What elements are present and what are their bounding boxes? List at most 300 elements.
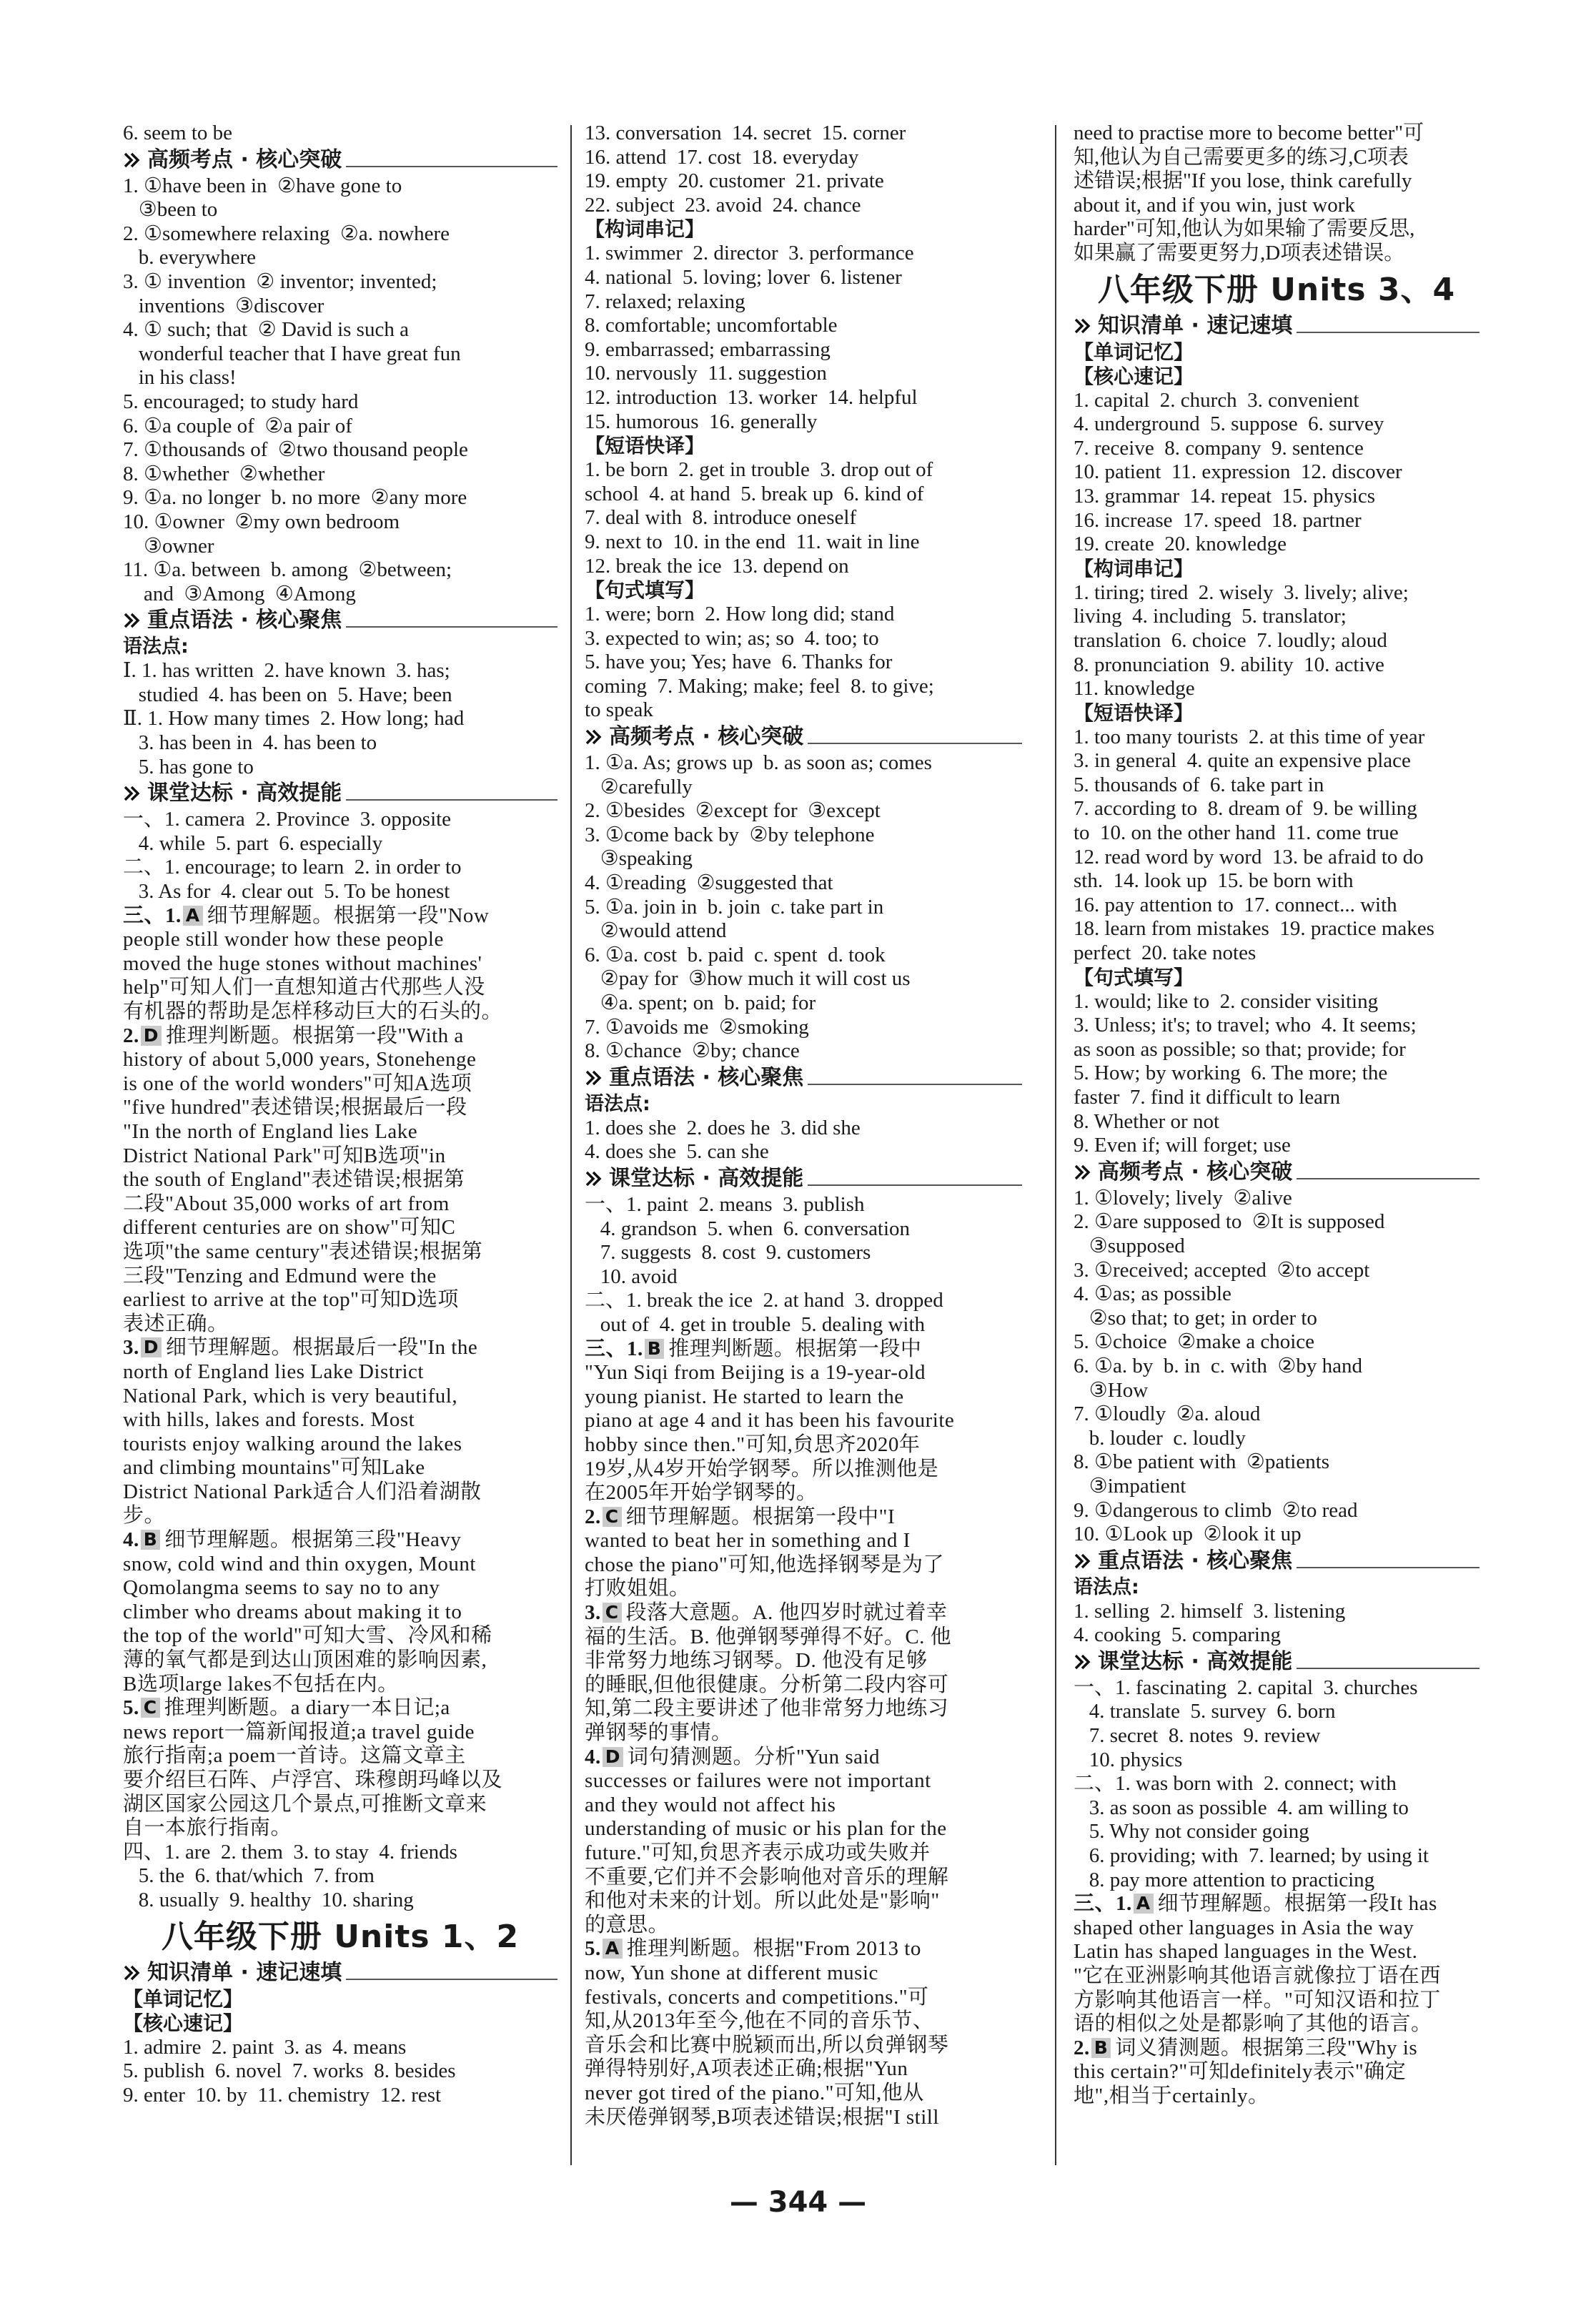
answer-line: 的睡眠,但他很健康。分析第二段内容可: [585, 1673, 949, 1696]
subsection-label: 【核心速记】: [123, 2011, 244, 2035]
answer-line: 11. ①a. between b. among ②between;: [123, 558, 452, 582]
answer-line: ③been to: [123, 198, 218, 222]
question-answer: [123, 1336, 557, 1360]
section-title: 重点语法 · 核心聚焦: [1098, 1548, 1293, 1573]
answer-line: 4. ①as; as possible: [1074, 1282, 1231, 1306]
explanation-text: 细节理解题。根据第一段"Now: [207, 904, 490, 927]
question-answer: [1074, 2037, 1479, 2061]
grammar-point-label: 语法点:: [585, 1092, 650, 1115]
answer-line: 6. ①a. by b. in c. with ②by hand: [1074, 1354, 1362, 1377]
heading-rule: [1297, 319, 1479, 333]
answer-line: 1. ①lovely; lively ②alive: [1074, 1186, 1292, 1209]
answer-line: moved the huge stones without machines': [123, 951, 482, 975]
answer-line: 二、1. encourage; to learn 2. in order to: [123, 856, 462, 879]
answer-line: 1. be born 2. get in trouble 3. drop out of: [585, 458, 933, 482]
heading-rule: [1297, 1165, 1479, 1179]
answer-line: 如果赢了需要更努力,D项表述错误。: [1074, 241, 1405, 264]
answer-line: the south of England"表述错误;根据第: [123, 1168, 465, 1192]
answer-line: 2. ①besides ②except for ③except: [585, 799, 881, 823]
double-chevron-icon: [585, 1169, 603, 1188]
section-title: 高频考点 · 核心突破: [147, 147, 342, 172]
grammar-point-label: 语法点:: [1074, 1575, 1139, 1598]
column-divider: [570, 125, 572, 2165]
answer-line: coming 7. Making; make; feel 8. to give;: [585, 674, 934, 698]
heading-rule: [346, 613, 557, 628]
explanation-text: 词义猜测题。根据第三段"Why is: [1115, 2036, 1418, 2059]
answer-line: now, Yun shone at different music: [585, 1961, 878, 1984]
answer-line: 3. expected to win; as; so 4. too; to: [585, 626, 879, 650]
explanation-text: 推理判断题。根据第一段"With a: [166, 1024, 464, 1047]
subsection-label: 【短语快译】: [585, 434, 705, 458]
answer-line: in his class!: [123, 366, 237, 390]
answer-line: ④a. spent; on b. paid; for: [585, 991, 816, 1014]
answer-line: 1. capital 2. church 3. convenient: [1074, 388, 1359, 412]
answer-choice-badge: C: [603, 1507, 622, 1527]
answer-line: 选项"the same century"表述错误;根据第: [123, 1239, 483, 1263]
answer-line: 8. ①whether ②whether: [123, 462, 325, 485]
answer-line: 7. ①loudly ②a. aloud: [1074, 1402, 1261, 1426]
explanation-text: 推理判断题。根据第一段中: [668, 1337, 922, 1360]
answer-line: 1. swimmer 2. director 3. performance: [585, 242, 914, 265]
answer-line: 未厌倦弹钢琴,B项表述错误;根据"I still: [585, 2105, 939, 2129]
answer-line: "five hundred"表述错误;根据最后一段: [123, 1096, 467, 1119]
question-number: 3.: [123, 1336, 139, 1360]
subsection-label: 【单词记忆】: [1074, 340, 1194, 364]
answer-line: ③supposed: [1074, 1234, 1185, 1257]
answer-line: 3. As for 4. clear out 5. To be honest: [123, 880, 450, 904]
answer-line: 10. ①owner ②my own bedroom: [123, 510, 400, 533]
answer-line: 1. would; like to 2. consider visiting: [1074, 989, 1379, 1013]
answer-line: 表述正确。: [123, 1312, 229, 1335]
double-chevron-icon: [1074, 317, 1092, 335]
answer-line: 述错误;根据"If you lose, think carefully: [1074, 169, 1412, 193]
answer-line: 1. were; born 2. How long did; stand: [585, 603, 895, 626]
answer-line: 7. relaxed; relaxing: [585, 290, 745, 313]
section-title: 课堂达标 · 高效提能: [147, 781, 342, 806]
answer-line: 3. ① invention ② inventor; invented;: [123, 269, 437, 293]
question-answer: [123, 1024, 557, 1049]
answer-line: 6. seem to be: [123, 122, 233, 144]
answer-choice-badge: D: [141, 1337, 162, 1357]
subsection-label: 【构词串记】: [585, 217, 705, 242]
question-number: 三、1.: [123, 904, 182, 927]
answer-line: 16. attend 17. cost 18. everyday: [585, 145, 859, 169]
answer-line: harder"可知,他认为如果输了需要反思,: [1074, 217, 1415, 241]
answer-line: 的意思。: [585, 1913, 670, 1936]
answer-line: is one of the world wonders"可知A选项: [123, 1072, 472, 1095]
answer-line: 10. physics: [1074, 1748, 1183, 1771]
answer-line: 一、1. fascinating 2. capital 3. churches: [1074, 1676, 1418, 1699]
answer-line: people still wonder how these people: [123, 928, 444, 951]
answer-line: District National Park适合人们沿着湖散: [123, 1480, 482, 1503]
answer-line: 弹得特别好,A项表述正确;根据"Yun: [585, 2057, 908, 2081]
question-answer: [585, 1937, 1022, 1961]
answer-line: 12. break the ice 13. depend on: [585, 554, 849, 578]
answer-line: festivals, concerts and competitions."可: [585, 1985, 929, 2009]
answer-line: history of about 5,000 years, Stonehenge: [123, 1048, 477, 1072]
section-heading: [1074, 1548, 1479, 1574]
answer-line: 三段"Tenzing and Edmund were the: [123, 1264, 437, 1287]
answer-line: shaped other languages in Asia the way: [1074, 1916, 1414, 1939]
answer-line: 4. ① such; that ② David is such a: [123, 318, 409, 342]
heading-rule: [346, 1966, 557, 1980]
column-right: [1074, 122, 1479, 2172]
section-title: 知识清单 · 速记速填: [147, 1959, 342, 1985]
answer-line: 19. empty 20. customer 21. private: [585, 169, 884, 193]
question-answer: [123, 904, 557, 929]
answer-line: 7. deal with 8. introduce oneself: [585, 506, 857, 530]
answer-line: this certain?"可知definitely表示"确定: [1074, 2060, 1407, 2084]
unit-title: 八年级下册 Units 1、2: [161, 1918, 520, 1955]
answer-line: 1. selling 2. himself 3. listening: [1074, 1599, 1346, 1623]
answer-line: 3. ①come back by ②by telephone: [585, 823, 875, 846]
question-number: 三、1.: [585, 1337, 643, 1360]
answer-line: 薄的氧气都是到达山顶困难的影响因素,: [123, 1648, 487, 1672]
answer-line: earliest to arrive at the top"可知D选项: [123, 1288, 459, 1312]
question-answer: [585, 1601, 1022, 1625]
subsection-label: 【句式填写】: [1074, 965, 1194, 989]
answer-line: 3. as soon as possible 4. am willing to: [1074, 1796, 1409, 1819]
answer-line: 8. pay more attention to practicing: [1074, 1868, 1375, 1891]
subsection-label: 【单词记忆】: [123, 1986, 244, 2011]
answer-line: 5. Why not consider going: [1074, 1820, 1309, 1844]
answer-line: north of England lies Lake District: [123, 1360, 424, 1383]
answer-line: out of 4. get in trouble 5. dealing with: [585, 1312, 926, 1336]
answer-choice-badge: C: [141, 1698, 160, 1718]
answer-line: 8. Whether or not: [1074, 1109, 1220, 1133]
double-chevron-icon: [1074, 1163, 1092, 1182]
explanation-text: 推理判断题。a diary一本日记;a: [164, 1696, 450, 1720]
answer-line: 15. humorous 16. generally: [585, 410, 818, 433]
answer-line: "In the north of England lies Lake: [123, 1119, 418, 1143]
answer-line: ③owner: [123, 534, 214, 558]
double-chevron-icon: [123, 151, 142, 169]
answer-line: 5. thousands of 6. take part in: [1074, 773, 1324, 796]
answer-line: Latin has shaped languages in the West.: [1074, 1940, 1418, 1964]
answer-line: 8. ①chance ②by; chance: [585, 1039, 800, 1063]
answer-line: young pianist. He started to learn the: [585, 1385, 904, 1408]
answer-line: about it, and if you win, just work: [1074, 193, 1355, 217]
answer-choice-badge: D: [603, 1747, 623, 1767]
column-left: [123, 122, 557, 2172]
heading-rule: [808, 730, 1022, 744]
subsection-label: 【构词串记】: [1074, 556, 1194, 580]
answer-line: translation 6. choice 7. loudly; aloud: [1074, 628, 1387, 652]
answer-line: 有机器的帮助是怎样移动巨大的石头的。: [123, 1000, 503, 1023]
section-heading: [123, 781, 557, 806]
answer-line: 10. avoid: [585, 1265, 678, 1288]
answer-line: 12. introduction 13. worker 14. helpful: [585, 385, 918, 409]
answer-line: news report一篇新闻报道;a travel guide: [123, 1720, 475, 1743]
answer-line: living 4. including 5. translator;: [1074, 605, 1347, 628]
explanation-text: 细节理解题。根据最后一段"In the: [166, 1336, 478, 1360]
answer-line: 2. ①somewhere relaxing ②a. nowhere: [123, 222, 450, 245]
answer-line: studied 4. has been on 5. Have; been: [123, 683, 452, 706]
answer-line: 8. usually 9. healthy 10. sharing: [123, 1888, 414, 1911]
answer-line: 旅行指南;a poem一首诗。这篇文章主: [123, 1744, 466, 1768]
answer-line: chose the piano"可知,他选择钢琴是为了: [585, 1553, 944, 1576]
answer-line: 9. next to 10. in the end 11. wait in line: [585, 530, 920, 553]
answer-line: as soon as possible; so that; provide; for: [1074, 1037, 1406, 1061]
answer-line: tourists enjoy walking around the lakes: [123, 1432, 462, 1455]
answer-line: to speak: [585, 698, 653, 722]
answer-line: District National Park"可知B选项"in: [123, 1144, 446, 1167]
answer-line: hobby since then."可知,贠思齐2020年: [585, 1432, 921, 1456]
page-number: — 344 —: [729, 2186, 867, 2219]
answer-line: 知,第二段主要讲述了他非常努力地练习: [585, 1697, 949, 1721]
question-number: 2.: [123, 1024, 139, 1047]
answer-line: Ⅰ. 1. has written 2. have known 3. has;: [123, 659, 450, 683]
answer-line: 弹钢琴的事情。: [585, 1721, 733, 1745]
explanation-text: 细节理解题。根据第一段It has: [1157, 1892, 1437, 1916]
answer-line: 4. translate 5. survey 6. born: [1074, 1700, 1336, 1723]
answer-line: 1. ①have been in ②have gone to: [123, 174, 402, 197]
section-heading: [123, 1960, 557, 1986]
answer-line: 5. publish 6. novel 7. works 8. besides: [123, 2059, 456, 2083]
answer-line: 步。: [123, 1504, 166, 1528]
question-number: 4.: [585, 1745, 601, 1768]
answer-line: 和他对未来的计划。所以此处是"影响": [585, 1889, 940, 1913]
answer-line: ③impatient: [1074, 1474, 1186, 1498]
answer-line: sth. 14. look up 15. be born with: [1074, 869, 1354, 893]
double-chevron-icon: [585, 728, 603, 746]
answer-line: 10. ①Look up ②look it up: [1074, 1523, 1302, 1546]
answer-line: 5. How; by working 6. The more; the: [1074, 1062, 1388, 1085]
answer-line: 19岁,从4岁开始学钢琴。所以推测他是: [585, 1457, 939, 1480]
section-heading: [1074, 313, 1479, 339]
section-heading: [123, 608, 557, 633]
question-answer: [585, 1746, 1022, 1770]
question-answer: [585, 1337, 1022, 1362]
answer-line: B选项large lakes不包括在内。: [123, 1672, 399, 1696]
section-title: 知识清单 · 速记速填: [1098, 312, 1293, 338]
explanation-text: 推理判断题。根据"From 2013 to: [626, 1937, 921, 1961]
answer-line: 5. the 6. that/which 7. from: [123, 1864, 375, 1888]
answer-line: 语的相似之处是都影响了其他的语言。: [1074, 2012, 1432, 2036]
answer-line: 8. comfortable; uncomfortable: [585, 314, 838, 337]
explanation-text: 细节理解题。根据第一段中"I: [625, 1505, 896, 1528]
answer-choice-badge: A: [603, 1939, 623, 1959]
answer-line: 5. encouraged; to study hard: [123, 390, 359, 413]
answer-line: ③How: [1074, 1378, 1149, 1402]
answer-line: 22. subject 23. avoid 24. chance: [585, 193, 861, 217]
answer-line: 知,从2013年至今,他在不同的音乐节、: [585, 2009, 934, 2033]
answer-line: 3. ①received; accepted ②to accept: [1074, 1258, 1370, 1282]
answer-line: 二、1. was born with 2. connect; with: [1074, 1772, 1397, 1796]
question-answer: [585, 1505, 1022, 1530]
section-heading: [1074, 1159, 1479, 1185]
question-number: 三、1.: [1074, 1892, 1132, 1916]
answer-line: 一、1. paint 2. means 3. publish: [585, 1192, 865, 1216]
answer-line: 7. ①avoids me ②smoking: [585, 1015, 809, 1039]
answer-line: understanding of music or his plan for the: [585, 1817, 947, 1841]
answer-line: inventions ③discover: [123, 294, 324, 317]
answer-line: Ⅱ. 1. How many times 2. How long; had: [123, 707, 465, 731]
heading-rule: [1297, 1655, 1479, 1669]
answer-line: 4. national 5. loving; lover 6. listener: [585, 265, 902, 289]
column-middle: [585, 122, 1022, 2172]
answer-line: b. louder c. loudly: [1074, 1426, 1246, 1450]
answer-line: 2. ①are supposed to ②It is supposed: [1074, 1210, 1385, 1234]
answer-line: 4. ①reading ②suggested that: [585, 871, 833, 895]
answer-line: 8. pronunciation 9. ability 10. active: [1074, 653, 1384, 676]
heading-rule: [1297, 1554, 1479, 1568]
answer-line: 4. while 5. part 6. especially: [123, 831, 383, 855]
answer-line: 7. secret 8. notes 9. review: [1074, 1724, 1321, 1748]
answer-line: snow, cold wind and thin oxygen, Mount: [123, 1552, 476, 1575]
answer-line: 自一本旅行指南。: [123, 1816, 292, 1840]
section-heading: [1074, 1649, 1479, 1675]
section-title: 高频考点 · 核心突破: [609, 724, 804, 750]
answer-line: 5. ①a. join in b. join c. take part in: [585, 895, 884, 919]
answer-line: 在2005年开始学钢琴的。: [585, 1481, 818, 1505]
double-chevron-icon: [585, 1069, 603, 1087]
answer-choice-badge: A: [1134, 1894, 1154, 1914]
answer-line: 四、1. are 2. them 3. to stay 4. friends: [123, 1840, 457, 1864]
answer-line: perfect 20. take notes: [1074, 941, 1257, 965]
answer-line: 13. grammar 14. repeat 15. physics: [1074, 484, 1376, 508]
answer-line: 11. knowledge: [1074, 677, 1195, 701]
answer-line: 二、1. break the ice 2. at hand 3. dropped: [585, 1289, 943, 1312]
answer-line: 1. ①a. As; grows up b. as soon as; comes: [585, 751, 932, 775]
answer-line: 打败姐姐。: [585, 1577, 690, 1600]
question-number: 2.: [1074, 2036, 1090, 2059]
answer-line: 7. suggests 8. cost 9. customers: [585, 1241, 871, 1265]
answer-line: 5. have you; Yes; have 6. Thanks for: [585, 650, 893, 674]
answer-line: different centuries are on show"可知C: [123, 1216, 456, 1239]
question-number: 3.: [585, 1601, 601, 1625]
answer-line: 5. has gone to: [123, 755, 254, 778]
answer-line: ②would attend: [585, 919, 727, 943]
answer-line: 18. learn from mistakes 19. practice makes: [1074, 917, 1434, 941]
question-answer: [123, 1696, 557, 1721]
answer-line: ②carefully: [585, 775, 693, 798]
answer-choice-badge: B: [141, 1530, 161, 1550]
answer-line: 4. does she 5. can she: [585, 1140, 769, 1164]
answer-line: 6. providing; with 7. learned; by using it: [1074, 1844, 1429, 1868]
double-chevron-icon: [123, 784, 142, 803]
grammar-point-label: 语法点:: [123, 635, 189, 658]
answer-line: 6. ①a couple of ②a pair of: [123, 414, 352, 437]
answer-line: 10. nervously 11. suggestion: [585, 362, 827, 385]
answer-line: 4. underground 5. suppose 6. survey: [1074, 412, 1384, 436]
answer-line: 7. receive 8. company 9. sentence: [1074, 436, 1364, 460]
answer-line: 9. enter 10. by 11. chemistry 12. rest: [123, 2083, 442, 2107]
answer-line: future."可知,贠思齐表示成功或失败并: [585, 1841, 931, 1864]
answer-line: 不重要,它们并不会影响他对音乐的理解: [585, 1865, 949, 1889]
unit-title: 八年级下册 Units 3、4: [1097, 271, 1456, 308]
answer-line: 1. does she 2. does he 3. did she: [585, 1116, 861, 1139]
answer-choice-badge: A: [183, 906, 203, 926]
question-number: 5.: [585, 1937, 601, 1961]
answer-line: help"可知人们一直想知道古代那些人没: [123, 976, 485, 999]
answer-line: Qomolangma seems to say no to any: [123, 1576, 440, 1600]
section-title: 重点语法 · 核心聚焦: [147, 608, 342, 633]
heading-rule: [808, 1071, 1022, 1085]
answer-line: ②pay for ③how much it will cost us: [585, 967, 911, 991]
section-heading: [123, 147, 557, 173]
answer-line: 9. embarrassed; embarrassing: [585, 337, 831, 361]
answer-line: 福的生活。B. 他弹钢琴弹得不好。C. 他: [585, 1625, 952, 1648]
question-number: 5.: [123, 1696, 139, 1720]
answer-line: climber who dreams about making it to: [123, 1600, 462, 1623]
answer-line: 地",相当于certainly。: [1074, 2084, 1269, 2107]
subsection-label: 【句式填写】: [585, 578, 705, 603]
answer-line: wanted to beat her in something and I: [585, 1529, 911, 1553]
heading-rule: [808, 1172, 1022, 1186]
heading-rule: [346, 153, 557, 167]
answer-line: National Park, which is very beautiful,: [123, 1384, 458, 1407]
answer-line: need to practise more to become better"可: [1074, 122, 1424, 144]
answer-line: 1. admire 2. paint 3. as 4. means: [123, 2035, 407, 2059]
answer-line: 9. ①dangerous to climb ②to read: [1074, 1498, 1358, 1522]
answer-line: 8. ①be patient with ②patients: [1074, 1450, 1330, 1474]
answer-line: "它在亚洲影响其他语言就像拉丁语在西: [1074, 1964, 1441, 1987]
answer-line: 16. pay attention to 17. connect... with: [1074, 893, 1397, 916]
answer-choice-badge: B: [645, 1339, 665, 1359]
section-title: 课堂达标 · 高效提能: [609, 1165, 804, 1191]
answer-line: 4. cooking 5. comparing: [1074, 1623, 1281, 1647]
answer-line: 3. in general 4. quite an expensive place: [1074, 749, 1411, 773]
section-title: 高频考点 · 核心突破: [1098, 1159, 1293, 1184]
answer-line: 3. has been in 4. has been to: [123, 731, 377, 755]
answer-line: school 4. at hand 5. break up 6. kind of: [585, 482, 924, 505]
answer-line: 9. Even if; will forget; use: [1074, 1134, 1291, 1157]
answer-line: 要介绍巨石阵、卢浮宫、珠穆朗玛峰以及: [123, 1768, 503, 1791]
answer-line: 12. read word by word 13. be afraid to do: [1074, 845, 1424, 869]
answer-line: 非常努力地练习钢琴。D. 他没有足够: [585, 1649, 928, 1673]
answer-line: 6. ①a. cost b. paid c. spent d. took: [585, 943, 886, 966]
heading-rule: [346, 786, 557, 801]
answer-line: 1. tiring; tired 2. wisely 3. lively; alive;: [1074, 580, 1409, 604]
answer-line: 10. patient 11. expression 12. discover: [1074, 460, 1402, 484]
answer-line: 16. increase 17. speed 18. partner: [1074, 508, 1362, 532]
answer-line: faster 7. find it difficult to learn: [1074, 1086, 1341, 1109]
answer-choice-badge: B: [1091, 2038, 1111, 2058]
answer-line: to 10. on the other hand 11. come true: [1074, 821, 1399, 845]
answer-line: 13. conversation 14. secret 15. corner: [585, 122, 906, 144]
answer-line: "Yun Siqi from Beijing is a 19-year-old: [585, 1361, 926, 1385]
double-chevron-icon: [1074, 1653, 1092, 1671]
answer-line: with hills, lakes and forests. Most: [123, 1408, 415, 1432]
answer-line: 音乐会和比赛中脱颖而出,所以贠弹钢琴: [585, 2033, 949, 2057]
subsection-label: 【短语快译】: [1074, 701, 1194, 725]
answer-line: the top of the world"可知大雪、冷风和稀: [123, 1624, 492, 1648]
answer-line: 3. Unless; it's; to travel; who 4. It seems;: [1074, 1014, 1417, 1037]
answer-line: and they would not affect his: [585, 1793, 836, 1816]
explanation-text: 细节理解题。根据第三段"Heavy: [164, 1528, 462, 1552]
answer-line: and climbing mountains"可知Lake: [123, 1456, 425, 1480]
subsection-label: 【核心速记】: [1074, 364, 1194, 388]
answer-line: 7. according to 8. dream of 9. be willing: [1074, 797, 1417, 821]
question-number: 2.: [585, 1505, 601, 1528]
answer-line: ③speaking: [585, 847, 693, 871]
answer-line: piano at age 4 and it has been his favourite: [585, 1409, 955, 1432]
section-title: 重点语法 · 核心聚焦: [609, 1064, 804, 1090]
double-chevron-icon: [123, 1964, 142, 1982]
answer-line: ②so that; to get; in order to: [1074, 1306, 1317, 1330]
question-number: 4.: [123, 1528, 139, 1552]
answer-line: 19. create 20. knowledge: [1074, 533, 1287, 556]
answer-choice-badge: D: [141, 1026, 162, 1046]
question-answer: [123, 1528, 557, 1553]
answer-line: and ③Among ④Among: [123, 582, 356, 605]
question-answer: [1074, 1892, 1479, 1916]
answer-line: 一、1. camera 2. Province 3. opposite: [123, 808, 452, 831]
answer-line: 1. too many tourists 2. at this time of year: [1074, 725, 1425, 748]
section-title: 课堂达标 · 高效提能: [1098, 1648, 1293, 1674]
answer-line: wonderful teacher that I have great fun: [123, 342, 461, 365]
